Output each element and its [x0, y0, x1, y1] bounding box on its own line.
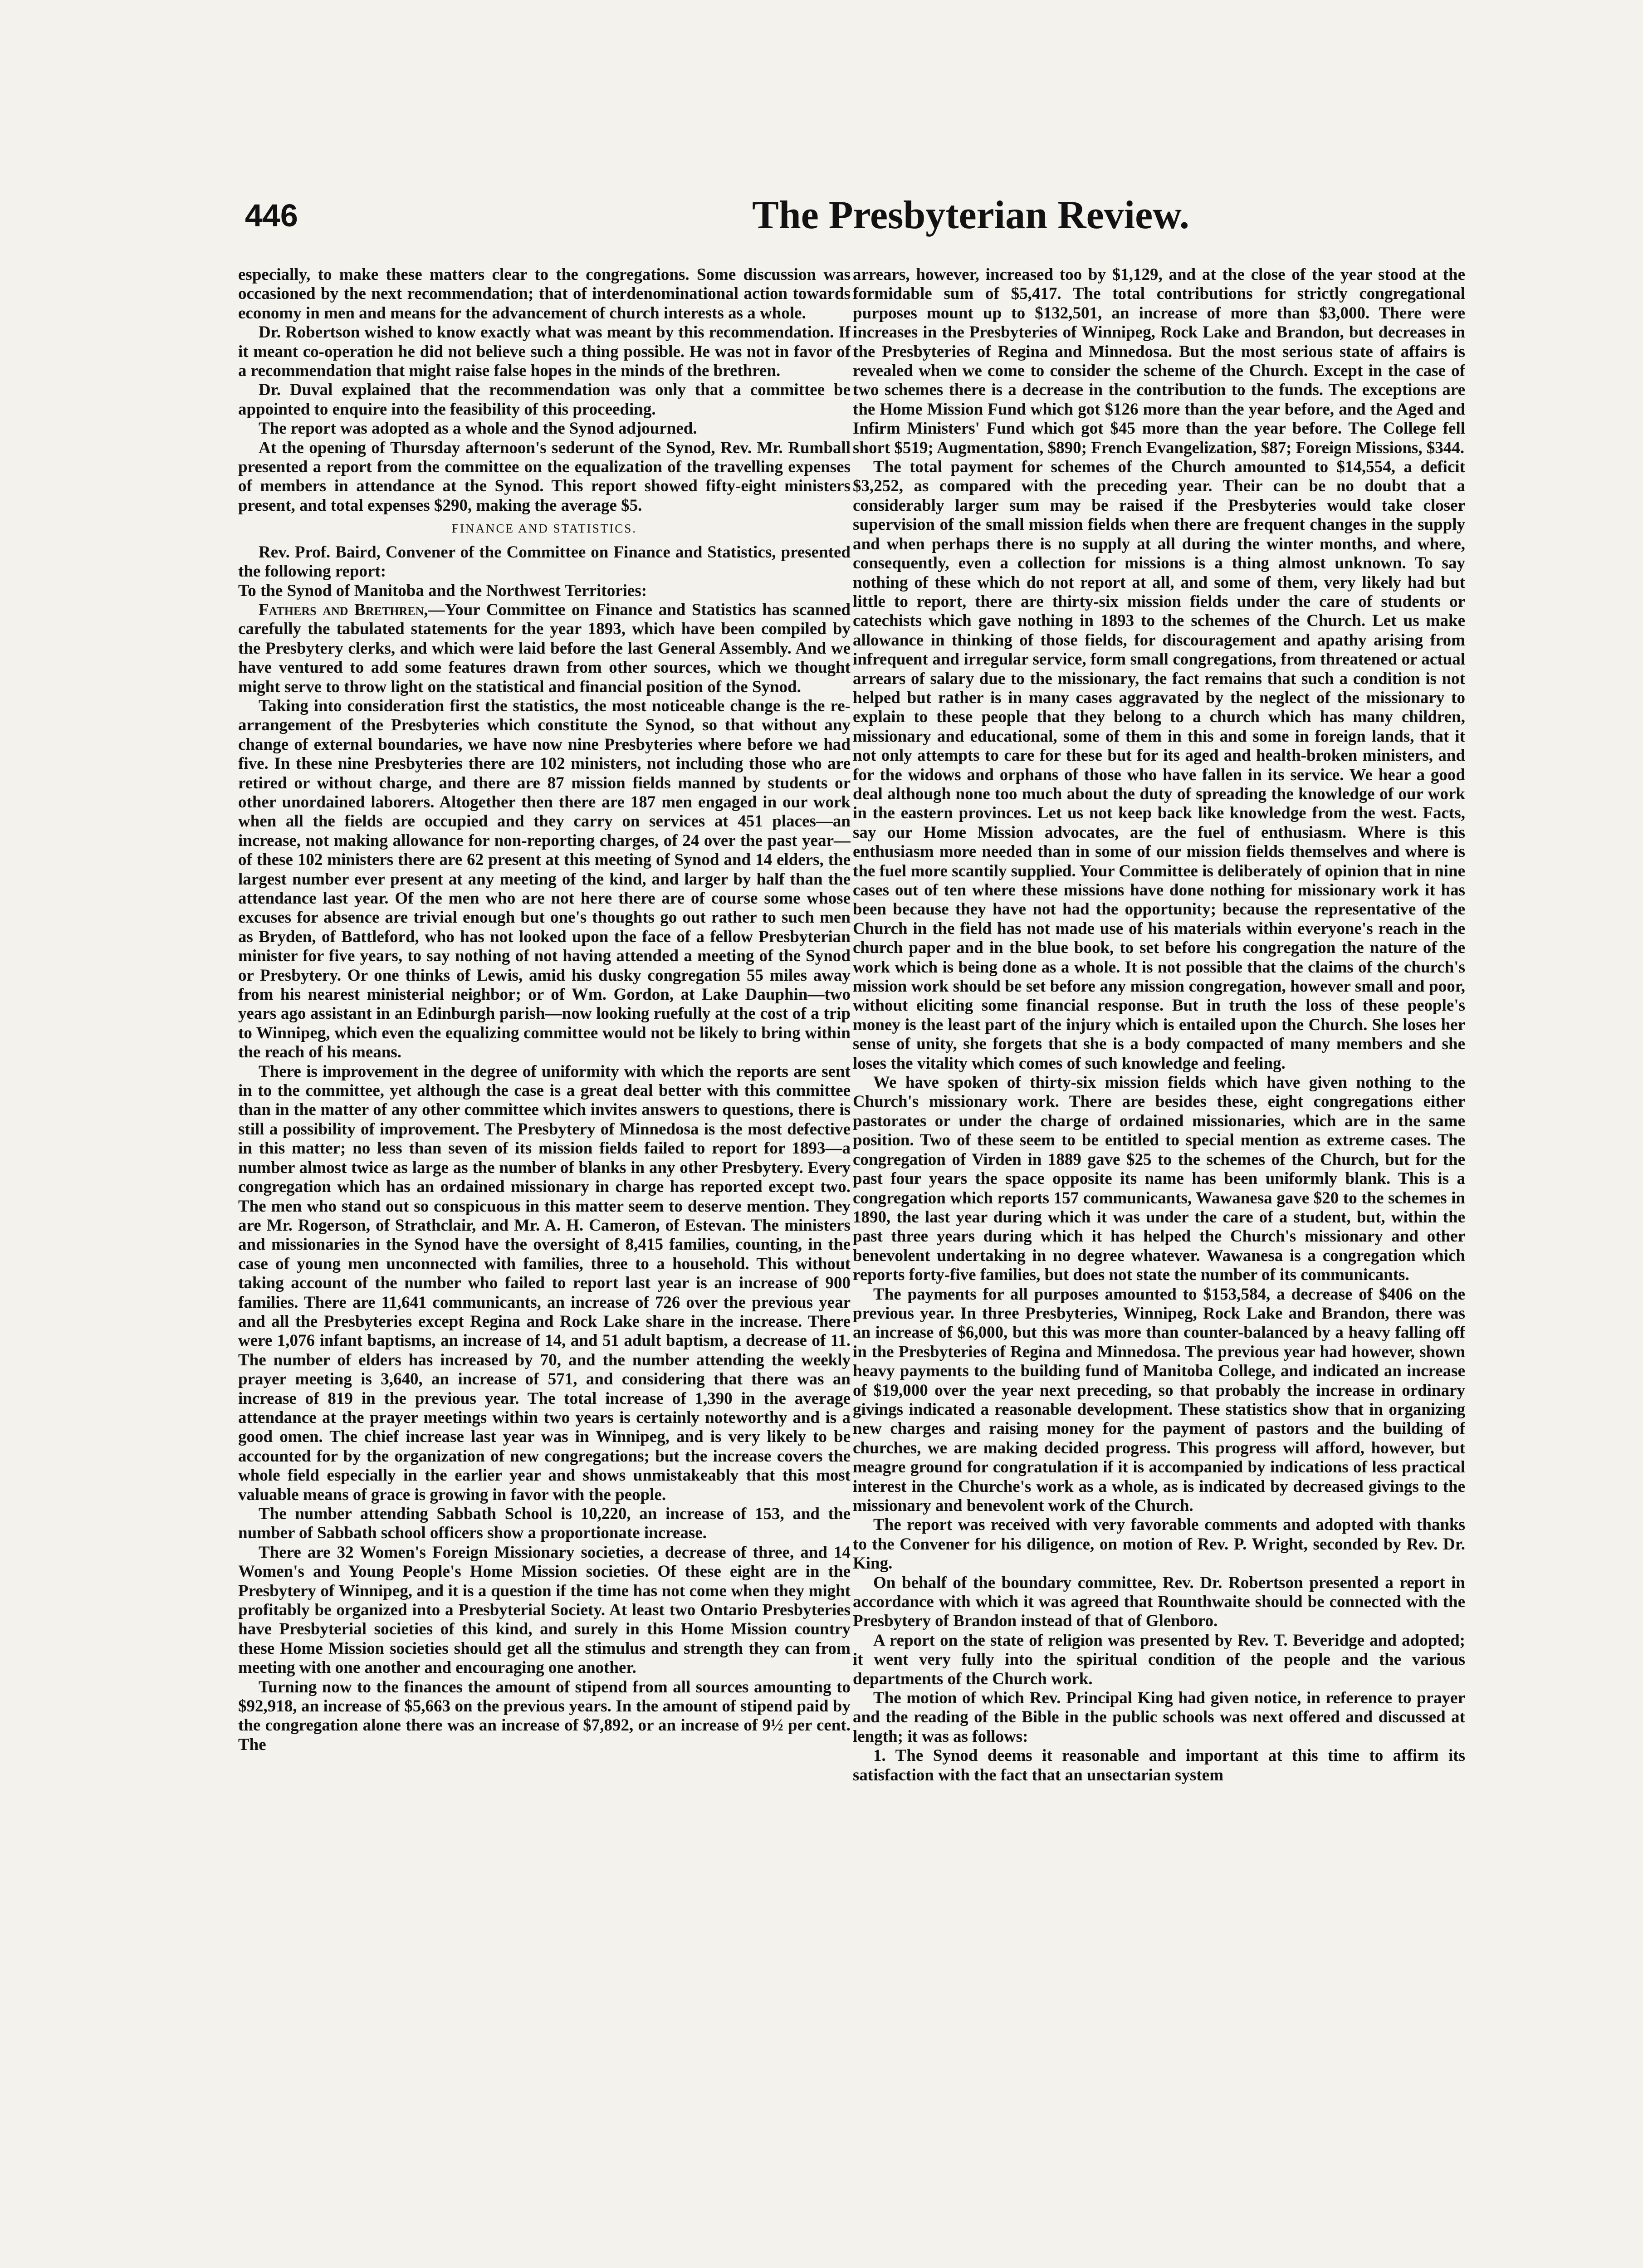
paragraph: The number attending Sabbath School is 10,220, an increase of 153, and the number of Sabbath school officers show a proportionate increase.: [238, 1505, 851, 1543]
address-line: To the Synod of Manitoba and the Northwest Territories:: [238, 581, 647, 600]
paragraph: A report on the state of religion was presented by Rev. T. Beveridge and adopted; it went very fully into the spiritual condition of the people and the various departments of the Church work.: [853, 1631, 1465, 1688]
paragraph: There is improvement in the degree of uniformity with which the reports are sent in to the committee, yet although the case is a great deal better with this committee than in the matter of any other committee which invites answers to questions, there is still a possibility of improvement. The Presbytery of Minnedosa is the most defective in this matter; no less than seven of its mission fields failed to report for 1893—a number almost twice as large as the number of blanks in any other Presbytery. Every congregation which has an ordained missionary in charge has reported except two. The men who stand out so conspicuous in this matter seem to deserve mention. They are Mr. Rogerson, of Strathclair, and Mr. A. H. Cameron, of Estevan. The ministers and missionaries in the Synod have the oversight of 8,415 families, counting, in the case of young men unconnected with families, three to a household. This without taking account of the number who failed to report last year is an increase of 900 families. There are 11,641 communicants, an increase of 726 over the previous year and all the Presbyteries except Regina and Rock Lake share in the increase. There were 1,076 infant baptisms, an increase of 14, and 51 adult baptism, a decrease of 11. The number of elders has increased by 70, and the number attending the weekly prayer meeting is 3,640, an increase of 571, and considering that there was an increase of 819 in the previous year. The total increase of 1,390 in the average attendance at the prayer meetings within two years is certainly noteworthy and is a good omen. The chief increase last year was in Winnipeg, and is very likely to be accounted for by the organization of new congregations; but the increase covers the whole field especially in the earlier year and shows unmistakeably that this most valuable means of grace is growing in favor with the people.: [238, 1062, 851, 1504]
paragraph: 1. The Synod deems it reasonable and important at this time to affirm its satisfaction with the fact that an unsectarian system: [853, 1746, 1465, 1784]
paragraph: Rev. Prof. Baird, Convener of the Committee on Finance and Statistics, presented the following report:: [238, 543, 851, 581]
paragraph: The report was adopted as a whole and the Synod adjourned.: [259, 419, 697, 438]
paragraph: On behalf of the boundary committee, Rev. Dr. Robertson presented a report in accordance with which it was agreed that Rounthwaite should be connected with the Presbytery of Brandon instead of that of Glenboro.: [853, 1573, 1465, 1631]
paragraph-text: —Your Committee on Finance and Statistics has scanned carefully the tabulated statements for the year 1893, which have been compiled by the Presbytery clerks, and which were laid before the last General Assembly. And we have ventured to add some features drawn from other sources, which we thought might serve to throw light on the statistical and financial position of the Synod.: [238, 600, 851, 696]
page-header: [245, 193, 1515, 247]
paragraph: Dr. Duval explained that the recommendation was only that a committee be appointed to enquire into the feasibility of this proceeding.: [238, 381, 851, 419]
paragraph: Turning now to the finances the amount of stipend from all sources amounting to $92,918, an increase of $5,663 on the previous years. In the amount of stipend paid by the congregation alone there was an increase of $7,892, or an increase of 9½ per cent. The: [238, 1677, 851, 1754]
paragraph: The motion of which Rev. Principal King had given notice, in reference to prayer and the reading of the Bible in the public schools was next offered and discussed at length; it was as follows:: [853, 1689, 1465, 1746]
paragraph: especially, to make these matters clear to the congregations. Some discussion was occasioned by the next recommendation; that of interdenominational action towards economy in men and means for the advancement of church interests as a whole.: [238, 265, 851, 323]
paragraph: The payments for all purposes amounted to $153,584, a decrease of $406 on the previous year. In three Presbyteries, Winnipeg, Rock Lake and Brandon, there was an increase of $6,000, but this was more than counter-balanced by a heavy falling off in the Presbyteries of Regina and Minnedosa. The previous year had however, shown heavy payments to the building fund of Manitoba College, and indicated an increase of $19,000 over the year next preceding, so that probably the increase in ordinary givings indicated a reasonable development. These statistics show that in organizing new charges and raising money for the payment of pastors and the building of churches, we are making decided progress. This progress will afford, however, but meagre ground for congratulation if it is accompanied by indications of less practical interest in the Churche's work as a whole, as is indicated by decreased givings to the missionary and benevolent work of the Church.: [853, 1285, 1465, 1515]
page-number: 446: [245, 198, 298, 233]
paragraph: We have spoken of thirty-six mission fields which have given nothing to the Church's missionary work. There are besides these, eight congregations either pastorates or under the charge of ordained missionaries, which are in the same position. Two of these seem to be entitled to special mention as extreme cases. The congregation of Virden in 1889 gave $25 to the schemes of the Church, but for the past four years the space opposite its name has been uniformly blank. This is a congregation which reports 157 communicants, Wawanesa gave $20 to the schemes in 1890, the last year during which it was under the care of a student, but, within the past three years during which it has helped the Church's missionary and other benevolent undertaking in no degree whatever. Wawanesa is a congregation which reports forty-five families, but does not state the number of its communicants.: [853, 1073, 1465, 1285]
salutation: Fathers and Brethren,: [259, 600, 428, 619]
paragraph: The total payment for schemes of the Church amounted to $14,554, a deficit $3,252, as compared with the preceding year. Their can be no doubt that a considerably larger sum may be raised if the Presbyteries would take closer supervision of the small mission fields when there are frequent changes in the supply and when perhaps there is no supply at all during the winter months, and where, consequently, even a collection for missions is a thing almost unknown. To say nothing of these which do not report at all, and some of them, very likely had but little to report, there are thirty-six mission fields under the care of students or catechists which gave nothing in 1893 to the schemes of the Church. Let us make allowance in thinking of those fields, for discouragement and apathy arising from infrequent and irregular service, form small congregations, from threatened or actual arrears of salary due to the missionary, the fact remains that such a condition is not helped but rather is in many cases aggravated by the neglect of the missionary to explain to these people that they belong to a church which has many children, missionary and educational, some of them in this and some in foreign lands, that it not only attempts to care for these but for its aged and health-broken ministers, and for the widows and orphans of those who have fallen in its service. We hear a good deal although none too much about the duty of spreading the knowledge of our work in the eastern provinces. Let us not keep back like knowledge from the west. Facts, say our Home Mission advocates, are the fuel of enthusiasm. Where is this enthusiasm more needed than in some of our mission fields themselves and where is the fuel more scantily supplied. Your Committee is deliberately of opinion that in nine cases out of ten where these missions have done nothing for missionary work it has been because they have not had the opportunity; because the representative of the Church in the field has not made use of his materials within everyone's reach in the church paper and in the blue book, to set before his congregation the nature of the work which is being done as a whole. It is not possible that the claims of the church's mission work should be set before any mission congregation, however small and poor, without eliciting some financial response. But in truth the loss of these people's money is the least part of the injury which is entailed upon the Church. She loses her sense of unity, she forgets that she is a body compacted of many members and she loses the vitality which comes of such knowledge and feeling.: [853, 458, 1465, 1073]
paragraph: Dr. Robertson wished to know exactly what was meant by this recommendation. If it meant co-operation he did not believe such a thing possible. He was not in favor of a recommendation that might raise false hopes in the minds of the brethren.: [238, 323, 851, 381]
paragraph: At the opening of Thursday afternoon's sederunt of the Synod, Rev. Mr. Rumball presented a report from the committee on the equalization of the travelling expenses of members in attendance at the Synod. This report showed fifty-eight ministers present, and total expenses $290, making the average $5.: [238, 438, 851, 515]
paragraph: [238, 601, 851, 697]
paragraph: There are 32 Women's Foreign Missionary societies, a decrease of three, and 14 Women's and Young People's Home Mission societies. Of these eight are in the Presbytery of Winnipeg, and it is a question if the time has not come when they might profitably be organized into a Presbyterial Society. At least two Ontario Presbyteries have Presbyterial societies of this kind, and surely in this Home Mission country these Home Mission societies should get all the stimulus and strength they can from meeting with one another and encouraging one another.: [238, 1543, 851, 1677]
paragraph: The report was received with very favorable comments and adopted with thanks to the Convener for his diligence, on motion of Rev. P. Wright, seconded by Rev. Dr. King.: [853, 1515, 1465, 1573]
section-heading: FINANCE AND STATISTICS.: [451, 522, 637, 536]
paragraph: Taking into consideration first the statistics, the most noticeable change is the re-arrangement of the Presbyteries which constitute the Synod, so that without any change of external boundaries, we have now nine Presbyteries where before we had five. In these nine Presbyteries there are 102 ministers, not including those who are retired or without charge, and there are 87 mission fields manned by students or other unordained laborers. Altogether then there are 187 men engaged in our work when all the fields are occupied and they carry on services at 451 places—an increase, not making allowance for non-reporting charges, of 24 over the past year—of these 102 ministers there are 62 present at this meeting of Synod and 14 elders, the largest number ever present at any meeting of the kind, and larger by half than the attendance last year. Of the men who are not here there are of course some whose excuses for absence are trivial enough but one's thoughts go out rather to such men as Bryden, of Battleford, who has not looked upon the face of a fellow Presbyterian minister for five years, to say nothing of not having attended a meeting of the Synod or Presbytery. Or one thinks of Lewis, amid his dusky congregation 55 miles away from his nearest ministerial neighbor; or of Wm. Gordon, at Lake Dauphin—two years ago assistant in an Edinburgh parish—now looking ruefully at the cost of a trip to Winnipeg, which even the equalizing committee would not be likely to bring within the reach of his means.: [238, 696, 851, 1062]
paragraph: arrears, however, increased too by $1,129, and at the close of the year stood at the formidable sum of $5,417. The total contributions for strictly congregational purposes mount up to $132,501, an increase of more than $3,000. There were increases in the Presbyteries of Winnipeg, Rock Lake and Brandon, but decreases in the Presbyteries of Regina and Minnedosa. But the most serious state of affairs is revealed when we come to consider the scheme of the Church. Except in the case of two schemes there is a decrease in the contribution to the funds. The exceptions are the Home Mission Fund which got $126 more than the year before, and the Aged and Infirm Ministers' Fund which got $45 more than the year before. The College fell short $519; Augmentation, $890; French Evangelization, $87; Foreign Missions, $344.: [853, 265, 1465, 457]
right-column: [853, 265, 1465, 2225]
journal-title: The Presbyterian Review.: [752, 193, 1189, 237]
left-column: [238, 265, 851, 2225]
